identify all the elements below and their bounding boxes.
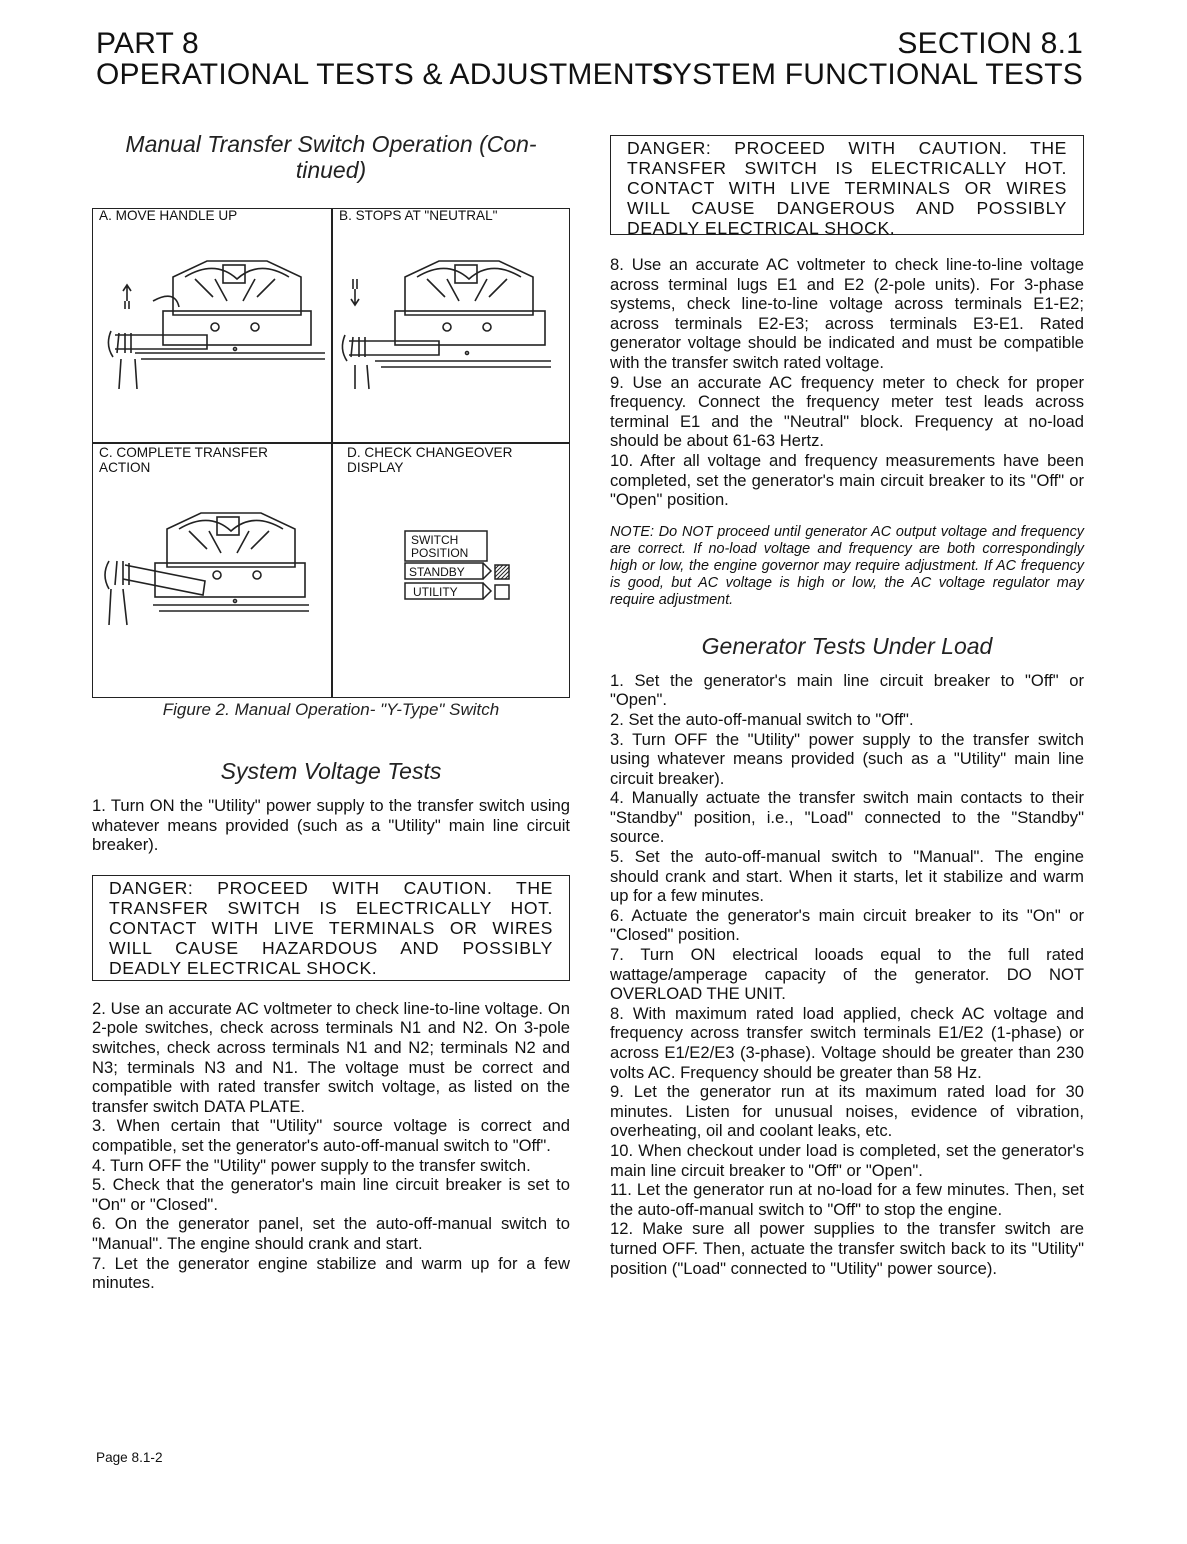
panel-c-label-line2: ACTION	[99, 460, 151, 475]
page-number: Page 8.1-2	[96, 1450, 163, 1465]
voltage-step-5: 5. Check that the generator's main line circuit breaker is set to "On" or "Closed".	[92, 1175, 570, 1214]
danger-box-left: DANGER: PROCEED WITH CAUTION. THE TRANSFER SWITCH IS ELECTRICALLY HOT. CONTACT WITH LIVE TERMINALS OR WIRES WILL CAUSE HAZARDOUS AND POSSIBLY DEADLY ELECTRICAL SHOCK.	[92, 875, 570, 981]
panel-b-switch-drawing	[335, 249, 567, 399]
right-column	[610, 135, 1084, 1278]
load-step-3: 3. Turn OFF the "Utility" power supply to the transfer switch using whatever means provided (such as a "Utility" main line circuit breaker).	[610, 729, 1084, 788]
load-step-4: 4. Manually actuate the transfer switch main contacts to their "Standby" position, i.e., "Load" connected to the "Standby" source.	[610, 788, 1084, 847]
right-step-10: 10. After all voltage and frequency measurements have been completed, set the generator's main circuit breaker to its "Off" or "Open" position.	[610, 450, 1084, 510]
load-step-8: 8. With maximum rated load applied, check AC voltage and frequency across transfer switch terminals E1/E2 (1-phase) or across E1/E2/E3 (3-phase). Voltage should be greater than 230 volts AC. Frequency should be greater than 58 Hz.	[610, 1003, 1084, 1082]
danger-box-right: DANGER: PROCEED WITH CAUTION. THE TRANSFER SWITCH IS ELECTRICALLY HOT. CONTACT WITH LIVE TERMINALS OR WIRES WILL CAUSE DANGEROUS AND POSSIBLY DEADLY ELECTRICAL SHOCK.	[610, 135, 1084, 235]
right-step-9: 9. Use an accurate AC frequency meter to check for proper frequency. Connect the frequency meter test leads across terminal E1 and the "Neutral" block. Frequency at no-load should be about 61-63 Hertz.	[610, 372, 1084, 451]
voltage-step-4: 4. Turn OFF the "Utility" power supply to the transfer switch.	[92, 1155, 531, 1175]
load-step-7: 7. Turn ON electrical looads equal to the full rated wattage/amperage capacity of the generator. DO NOT OVERLOAD THE UNIT.	[610, 945, 1084, 1004]
right-step-8: 8. Use an accurate AC voltmeter to check line-to-line voltage across terminal lugs E1 and E2 (2-pole units). For 3-phase systems, check line-to-line voltage across terminals E1-E2; across terminals E2-E3; across terminals E3-E1. Rated generator voltage should be indicated and must be compatible with the transfer switch rated voltage.	[610, 255, 1084, 372]
header-left	[96, 28, 673, 90]
load-steps-list	[610, 671, 1084, 1278]
figure-divider-horizontal	[93, 442, 569, 444]
display-standby-text: STANDBY	[409, 565, 465, 579]
display-switch-text: SWITCH	[411, 533, 459, 547]
load-step-12: 12. Make sure all power supplies to the transfer switch are turned OFF. Then, actuate the transfer switch back to its "Utility" position ("Load" connected to "Utility" power source).	[610, 1219, 1084, 1278]
load-step-10: 10. When checkout under load is completed, set the generator's main line circuit breaker to "Off" or "Open".	[610, 1140, 1084, 1180]
manual-title-line2: tinued)	[295, 157, 367, 183]
changeover-display	[403, 529, 513, 611]
load-tests-title: Generator Tests Under Load	[701, 632, 993, 659]
load-step-9: 9. Let the generator run at its maximum rated load for 30 minutes. Listen for unusual noises, evidence of vibration, overheating, oil and coolant leaks, etc.	[610, 1082, 1084, 1141]
panel-c-label-line1: C. COMPLETE TRANSFER	[99, 445, 268, 460]
voltage-step-3: 3. When certain that "Utility" source voltage is correct and compatible, set the generator's auto-off-manual switch to "Off".	[92, 1116, 570, 1155]
panel-b-label: B. STOPS AT "NEUTRAL"	[339, 208, 498, 223]
panel-a-label: A. MOVE HANDLE UP	[99, 208, 238, 223]
figure-divider-vertical	[331, 209, 333, 697]
load-step-5: 5. Set the auto-off-manual switch to "Manual". The engine should crank and start. When it starts, let it stabilize and warm up for a few minutes.	[610, 847, 1084, 906]
voltage-tests-section	[92, 758, 570, 1293]
voltage-step-7: 7. Let the generator engine stabilize and warm up for a few minutes.	[92, 1253, 570, 1293]
section-label: SECTION 8.1	[897, 27, 1083, 60]
section-title: SYSTEM FUNCTIONAL TESTS	[651, 58, 1083, 91]
panel-d-label	[347, 445, 512, 475]
header-right	[652, 28, 1083, 90]
part-label: PART 8	[96, 27, 199, 60]
panel-c-switch-drawing	[95, 505, 327, 655]
voltage-steps-continued	[610, 255, 1084, 510]
part-title: OPERATIONAL TESTS & ADJUSTMENTS	[96, 58, 674, 91]
panel-d-label-line2: DISPLAY	[347, 460, 404, 475]
voltage-steps-list	[92, 999, 570, 1293]
load-step-1: 1. Set the generator's main line circuit breaker to "Off" or "Open".	[610, 670, 1084, 710]
display-utility-text: UTILITY	[413, 585, 458, 599]
load-step-11: 11. Let the generator run at no-load for a few minutes. Then, set the auto-off-manual switch to "Off" to stop the engine.	[610, 1180, 1084, 1219]
note-text: NOTE: Do NOT proceed until generator AC output voltage and frequency are correct. If no-load voltage and frequency are both correspondingly high or low, the engine governor may require adjustment. If AC frequency is good, but AC voltage is high or low, the AC voltage regulator may require adjustment.	[610, 523, 1084, 608]
figure-manual-operation	[92, 208, 570, 698]
display-position-text: POSITION	[411, 546, 469, 560]
load-step-2: 2. Set the auto-off-manual switch to "Off".	[610, 709, 914, 729]
load-step-6: 6. Actuate the generator's main circuit breaker to its "On" or "Closed" position.	[610, 905, 1084, 945]
voltage-step-1: 1. Turn ON the "Utility" power supply to the transfer switch using whatever means provided (such as a "Utility" main line circuit breaker).	[92, 796, 570, 855]
panel-a-switch-drawing	[95, 249, 327, 399]
panel-c-label	[99, 445, 268, 475]
voltage-step-6: 6. On the generator panel, set the auto-off-manual switch to "Manual". The engine should crank and start.	[92, 1214, 570, 1253]
voltage-step-2: 2. Use an accurate AC voltmeter to check line-to-line voltage. On 2-pole switches, check across terminals N1 and N2. On 3-pole switches, check across terminals N1 and N2; terminals N2 and N3; terminals N3 and N1. The voltage must be correct and compatible with rated transfer switch voltage, as listed on the transfer switch DATA PLATE.	[92, 998, 570, 1116]
manual-title-line1: Manual Transfer Switch Operation (Con-	[125, 131, 537, 157]
figure-caption: Figure 2. Manual Operation- "Y-Type" Switch	[162, 700, 500, 719]
voltage-tests-title: System Voltage Tests	[220, 758, 442, 784]
manual-title-block	[92, 131, 570, 183]
panel-d-label-line1: D. CHECK CHANGEOVER	[347, 445, 513, 460]
